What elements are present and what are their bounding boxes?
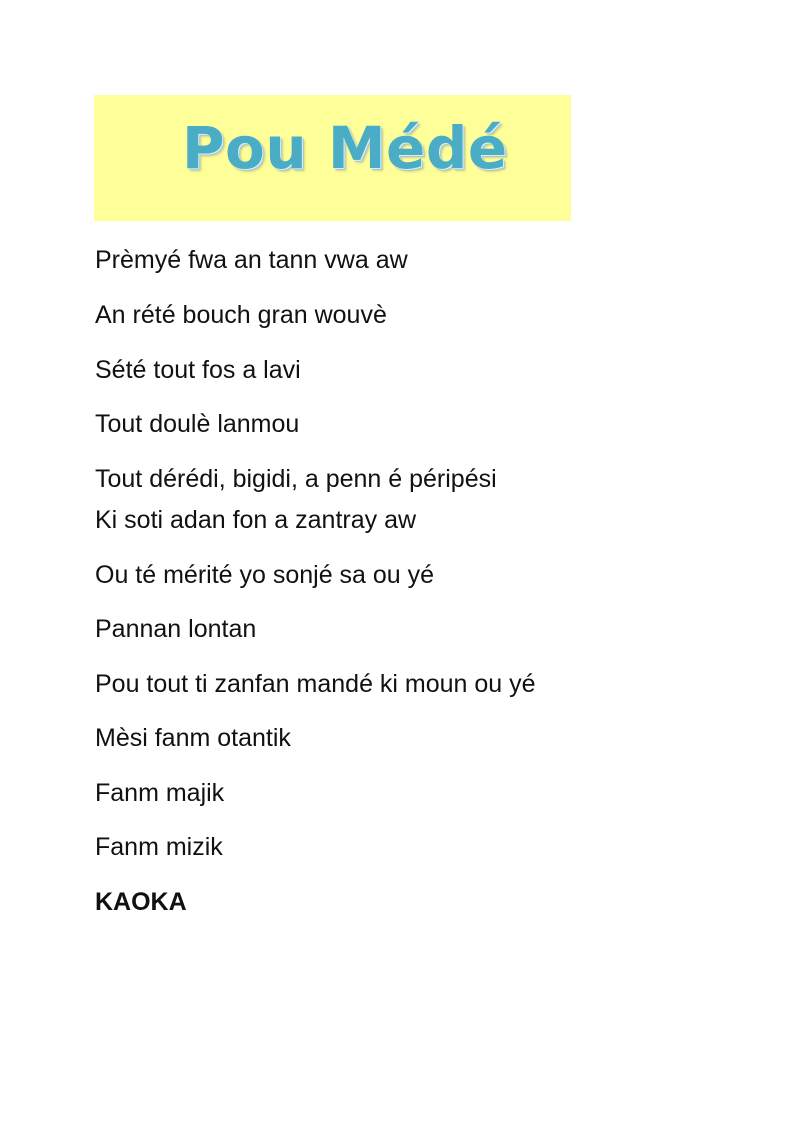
poem-line-7: Ou té mérité yo sonjé sa ou yé — [95, 561, 435, 589]
poem-line-1: Prèmyé fwa an tann vwa aw — [95, 246, 408, 274]
poem-line-4: Tout doulè lanmou — [95, 410, 300, 438]
poem-line-2: An rété bouch gran wouvè — [95, 301, 387, 329]
poem-line-8: Pannan lontan — [95, 615, 257, 643]
poem-line-3: Sété tout fos a lavi — [95, 356, 301, 384]
poem-line-11: Fanm majik — [95, 779, 225, 807]
poem-line-5: Tout dérédi, bigidi, a penn é péripési — [95, 465, 497, 493]
poem-line-9: Pou tout ti zanfan mandé ki moun ou yé — [95, 670, 536, 698]
poem-line-12: Fanm mizik — [95, 833, 223, 861]
poem-line-6: Ki soti adan fon a zantray aw — [95, 506, 417, 534]
title-banner — [94, 95, 571, 221]
poem-line-10: Mèsi fanm otantik — [95, 724, 291, 752]
page-title: Pou Médé — [182, 114, 508, 182]
author-signature: KAOKA — [95, 888, 187, 916]
